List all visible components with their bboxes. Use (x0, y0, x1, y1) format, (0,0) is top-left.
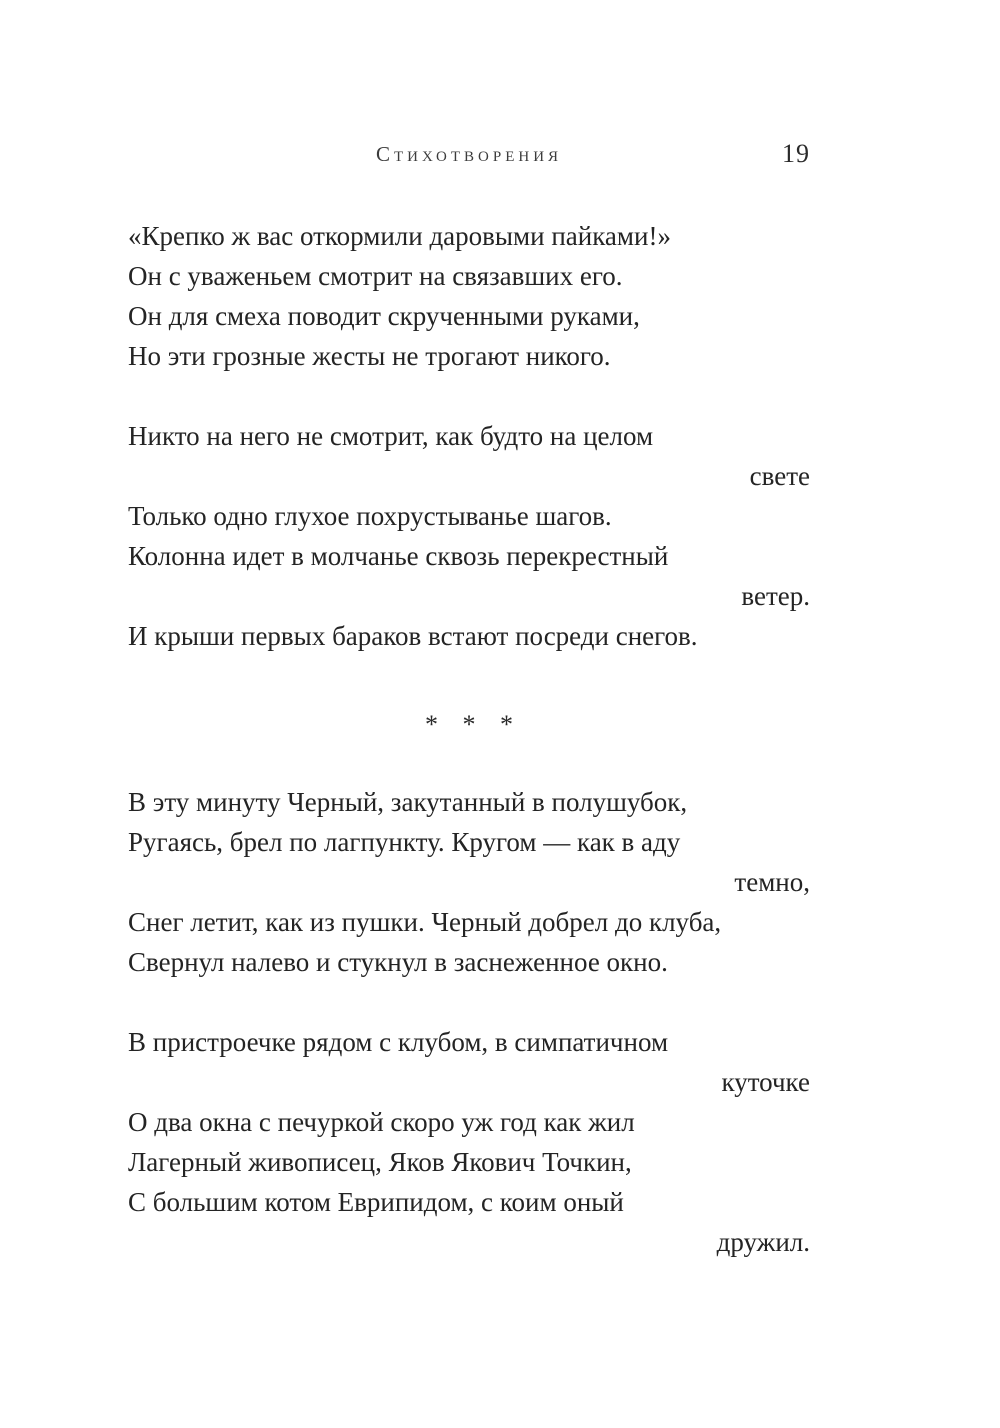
poem-line: Он для смеха поводит скрученными руками, (128, 301, 640, 331)
poem-line: И крыши первых бараков встают посреди снегов. (128, 621, 698, 651)
stanza-4 (128, 1022, 810, 1262)
page-header (128, 139, 810, 170)
stanza-1 (128, 216, 810, 376)
poem-line: Снег летит, как из пушки. Черный добрел до клуба, (128, 907, 722, 937)
poem-line: Он с уваженьем смотрит на связавших его. (128, 261, 623, 291)
stanza-2 (128, 416, 810, 656)
poem-line-runover: свете (749, 461, 810, 491)
poem-line-runover: куточке (721, 1067, 810, 1097)
poem-line: Лагерный живописец, Яков Якович Точкин, (128, 1147, 632, 1177)
poem-line: В эту минуту Черный, закутанный в полушубок, (128, 787, 688, 817)
poem-line: О два окна с печуркой скоро уж год как жил (128, 1107, 635, 1137)
poem-line-runover: дружил. (716, 1227, 810, 1257)
running-title: Стихотворения (375, 142, 563, 166)
poem-line-runover: темно, (734, 867, 810, 897)
poem-line-runover: ветер. (741, 581, 810, 611)
stanza-3 (128, 782, 810, 982)
page-number: 19 (782, 139, 810, 168)
section-separator: * * * (425, 710, 513, 739)
poem-line: Только одно глухое похрустыванье шагов. (128, 501, 612, 531)
poem-line: В пристроечке рядом с клубом, в симпатичном (128, 1027, 669, 1057)
poem-line: Свернул налево и стукнул в заснеженное окно. (128, 947, 668, 977)
poem-body (128, 216, 810, 1262)
poem-line: Но эти грозные жесты не трогают никого. (128, 341, 611, 371)
poem-line: «Крепко ж вас откормили даровыми пайками!» (128, 221, 671, 251)
poem-line: Никто на него не смотрит, как будто на целом (128, 421, 654, 451)
poem-line: Колонна идет в молчанье сквозь перекрестный (128, 541, 669, 571)
poem-line: С большим котом Еврипидом, с коим оный (128, 1187, 624, 1217)
poem-line: Ругаясь, брел по лагпункту. Кругом — как в аду (128, 827, 681, 857)
